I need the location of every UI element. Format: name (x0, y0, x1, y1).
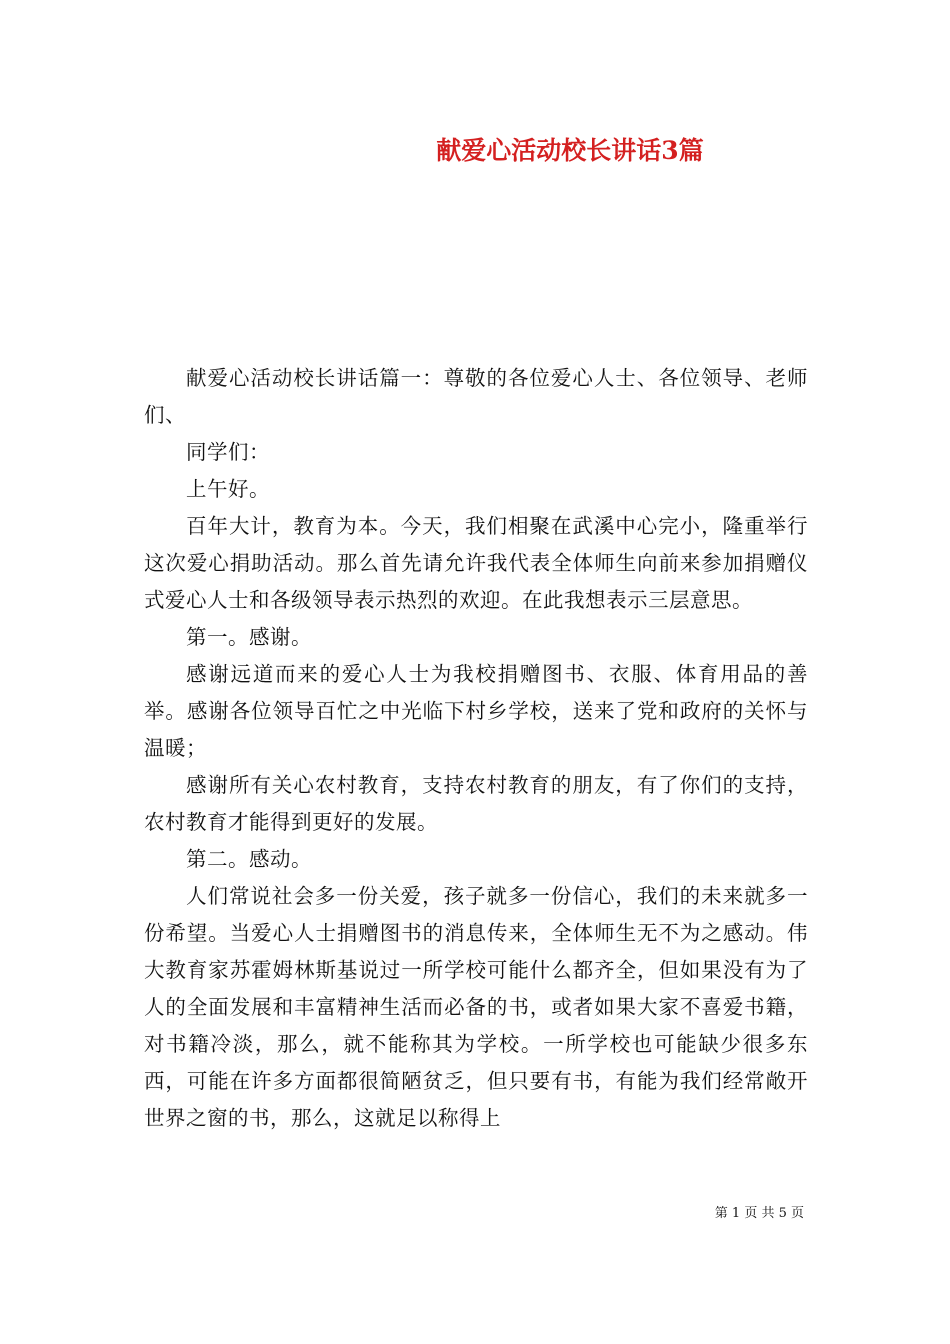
paragraph: 感谢所有关心农村教育，支持农村教育的朋友，有了你们的支持，农村教育才能得到更好的发展。 (144, 773, 808, 834)
paragraph: 人们常说社会多一份关爱，孩子就多一份信心，我们的未来就多一份希望。当爱心人士捐赠图书的消息传来，全体师生无不为之感动。伟大教育家苏霍姆林斯基说过一所学校可能什么都齐全，但如果没有为了人的全面发展和丰富精神生活而必备的书，或者如果大家不喜爱书籍，对书籍冷淡，那么，就不能称其为学校。一所学校也可能缺少很多东西，可能在许多方面都很简陋贫乏，但只要有书，有能为我们经常敞开世界之窗的书，那么，这就足以称得上 (144, 884, 808, 1130)
paragraph: 感谢远道而来的爱心人士为我校捐赠图书、衣服、体育用品的善举。感谢各位领导百忙之中光临下村乡学校，送来了党和政府的关怀与温暖； (144, 662, 808, 760)
paragraph: 第二。感动。 (186, 847, 313, 871)
paragraph: 百年大计，教育为本。今天，我们相聚在武溪中心完小，隆重举行这次爱心捐助活动。那么首先请允许我代表全体师生向前来参加捐赠仪式爱心人士和各级领导表示热烈的欢迎。在此我想表示三层意思。 (144, 514, 808, 612)
paragraph: 献爱心活动校长讲话篇一：尊敬的各位爱心人士、各位领导、老师们、 (144, 366, 808, 427)
document-title-text: 献爱心活动校长讲话3篇 (436, 136, 704, 165)
paragraph: 上午好。 (186, 477, 271, 501)
page-number-footer: 第 1 页 共 5 页 (714, 1206, 804, 1221)
document-body (144, 360, 808, 1137)
paragraph: 第一。感谢。 (186, 625, 313, 649)
paragraph: 同学们： (186, 440, 271, 464)
document-title (0, 133, 950, 169)
